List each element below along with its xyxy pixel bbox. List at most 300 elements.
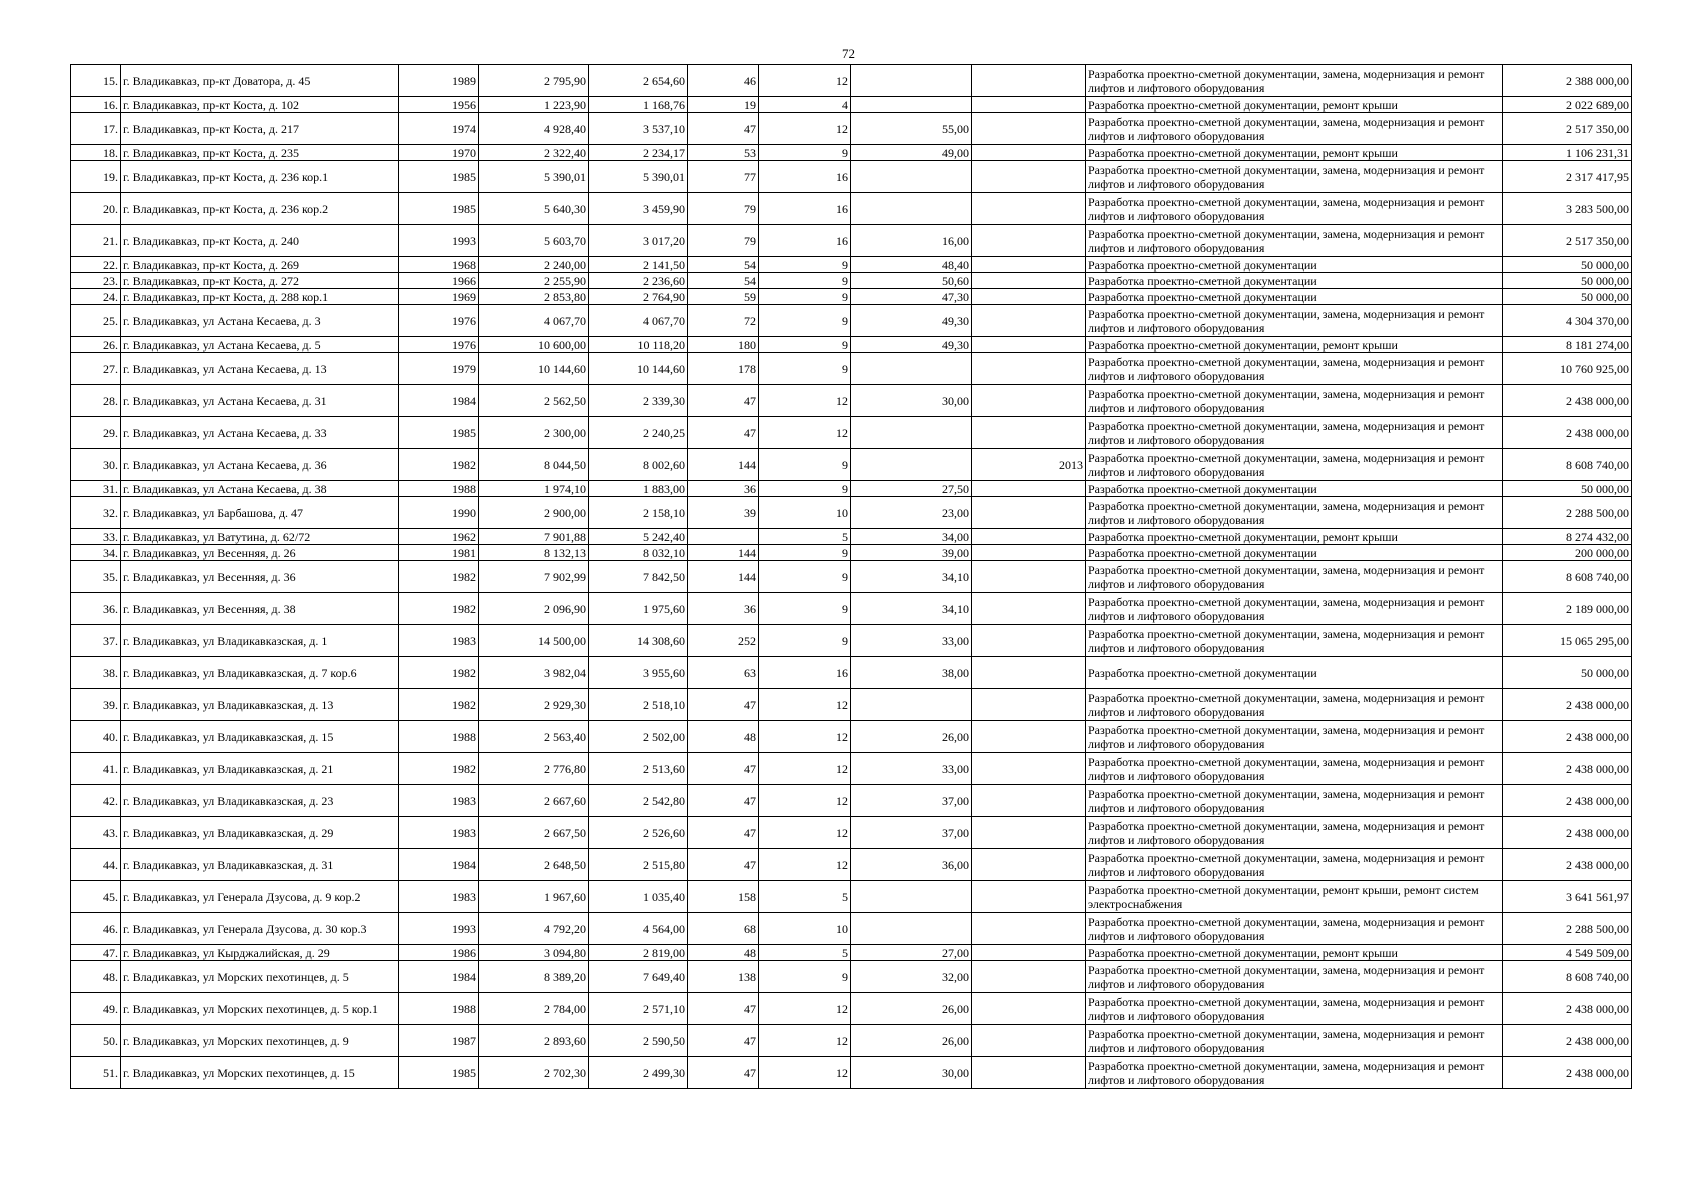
living-area-cell: 2 158,10: [589, 497, 688, 529]
residents-cell: 36: [688, 481, 759, 497]
wear-cell: 26,00: [851, 993, 972, 1025]
floors-cell: 10: [759, 497, 851, 529]
cost-cell: 2 438 000,00: [1503, 1025, 1632, 1057]
floors-cell: 9: [759, 337, 851, 353]
residents-cell: 19: [688, 97, 759, 113]
works-cell: Разработка проектно-сметной документации: [1086, 481, 1503, 497]
table-row: [71, 257, 1632, 273]
living-area-cell: 3 017,20: [589, 225, 688, 257]
total-area-cell: 4 928,40: [479, 113, 589, 145]
total-area-cell: 10 600,00: [479, 337, 589, 353]
address-cell: г. Владикавказ, пр-кт Коста, д. 235: [121, 145, 399, 161]
address-cell: г. Владикавказ, ул Астана Кесаева, д. 36: [121, 449, 399, 481]
wear-cell: [851, 193, 972, 225]
works-cell: Разработка проектно-сметной документации, ремонт крыши: [1086, 529, 1503, 545]
residents-cell: 252: [688, 625, 759, 657]
row-number: 27.: [71, 353, 121, 385]
residents-cell: 77: [688, 161, 759, 193]
wear-cell: [851, 913, 972, 945]
works-cell: Разработка проектно-сметной документации, замена, модернизация и ремонт лифтов и лифтового оборудования: [1086, 225, 1503, 257]
year-cell: [972, 353, 1086, 385]
table-row: [71, 753, 1632, 785]
address-cell: г. Владикавказ, ул Весенняя, д. 26: [121, 545, 399, 561]
cost-cell: 2 438 000,00: [1503, 785, 1632, 817]
wear-cell: 34,10: [851, 561, 972, 593]
year-cell: [972, 945, 1086, 961]
living-area-cell: 2 654,60: [589, 65, 688, 97]
year-built-cell: 1984: [399, 961, 479, 993]
address-cell: г. Владикавказ, ул Астана Кесаева, д. 33: [121, 417, 399, 449]
row-number: 48.: [71, 961, 121, 993]
row-number: 21.: [71, 225, 121, 257]
residents-cell: 47: [688, 417, 759, 449]
cost-cell: 3 283 500,00: [1503, 193, 1632, 225]
works-cell: Разработка проектно-сметной документации, замена, модернизация и ремонт лифтов и лифтового оборудования: [1086, 385, 1503, 417]
wear-cell: 50,60: [851, 273, 972, 289]
floors-cell: 9: [759, 593, 851, 625]
living-area-cell: 2 240,25: [589, 417, 688, 449]
year-cell: [972, 689, 1086, 721]
wear-cell: 26,00: [851, 721, 972, 753]
cost-cell: 4 549 509,00: [1503, 945, 1632, 961]
cost-cell: 2 438 000,00: [1503, 1057, 1632, 1089]
wear-cell: 49,00: [851, 145, 972, 161]
year-built-cell: 1976: [399, 305, 479, 337]
wear-cell: 33,00: [851, 625, 972, 657]
address-cell: г. Владикавказ, ул Владикавказская, д. 7 кор.6: [121, 657, 399, 689]
residents-cell: 47: [688, 1025, 759, 1057]
residents-cell: 158: [688, 881, 759, 913]
works-cell: Разработка проектно-сметной документации, ремонт крыши, ремонт систем электроснабжения: [1086, 881, 1503, 913]
residents-cell: 47: [688, 689, 759, 721]
wear-cell: 33,00: [851, 753, 972, 785]
total-area-cell: 2 562,50: [479, 385, 589, 417]
page-number: 72: [842, 46, 855, 61]
address-cell: г. Владикавказ, пр-кт Доватора, д. 45: [121, 65, 399, 97]
table-row: [71, 689, 1632, 721]
row-number: 51.: [71, 1057, 121, 1089]
year-cell: [972, 1025, 1086, 1057]
floors-cell: 16: [759, 225, 851, 257]
row-number: 50.: [71, 1025, 121, 1057]
total-area-cell: 1 223,90: [479, 97, 589, 113]
year-cell: [972, 113, 1086, 145]
address-cell: г. Владикавказ, ул Владикавказская, д. 29: [121, 817, 399, 849]
cost-cell: 3 641 561,97: [1503, 881, 1632, 913]
year-cell: [972, 1057, 1086, 1089]
works-cell: Разработка проектно-сметной документации, замена, модернизация и ремонт лифтов и лифтового оборудования: [1086, 993, 1503, 1025]
housing-repair-table: [70, 64, 1632, 1089]
total-area-cell: 2 648,50: [479, 849, 589, 881]
wear-cell: [851, 881, 972, 913]
address-cell: г. Владикавказ, ул Астана Кесаева, д. 3: [121, 305, 399, 337]
address-cell: г. Владикавказ, ул Кырджалийская, д. 29: [121, 945, 399, 961]
year-cell: [972, 993, 1086, 1025]
residents-cell: 79: [688, 225, 759, 257]
cost-cell: 2 438 000,00: [1503, 993, 1632, 1025]
year-built-cell: 1984: [399, 385, 479, 417]
floors-cell: 12: [759, 385, 851, 417]
address-cell: г. Владикавказ, ул Барбашова, д. 47: [121, 497, 399, 529]
table-row: [71, 497, 1632, 529]
works-cell: Разработка проектно-сметной документации, замена, модернизация и ремонт лифтов и лифтового оборудования: [1086, 417, 1503, 449]
works-cell: Разработка проектно-сметной документации, замена, модернизация и ремонт лифтов и лифтового оборудования: [1086, 1057, 1503, 1089]
row-number: 41.: [71, 753, 121, 785]
wear-cell: [851, 97, 972, 113]
wear-cell: 37,00: [851, 817, 972, 849]
residents-cell: 39: [688, 497, 759, 529]
works-cell: Разработка проектно-сметной документации, замена, модернизация и ремонт лифтов и лифтового оборудования: [1086, 353, 1503, 385]
floors-cell: 9: [759, 273, 851, 289]
year-built-cell: 1989: [399, 65, 479, 97]
table-row: [71, 817, 1632, 849]
wear-cell: 27,50: [851, 481, 972, 497]
wear-cell: 30,00: [851, 1057, 972, 1089]
year-cell: [972, 625, 1086, 657]
cost-cell: 8 608 740,00: [1503, 961, 1632, 993]
row-number: 16.: [71, 97, 121, 113]
year-built-cell: 1979: [399, 353, 479, 385]
row-number: 28.: [71, 385, 121, 417]
year-built-cell: 1985: [399, 193, 479, 225]
year-cell: [972, 97, 1086, 113]
table-row: [71, 353, 1632, 385]
table-row: [71, 849, 1632, 881]
floors-cell: 9: [759, 961, 851, 993]
row-number: 36.: [71, 593, 121, 625]
total-area-cell: 8 132,13: [479, 545, 589, 561]
floors-cell: 12: [759, 65, 851, 97]
works-cell: Разработка проектно-сметной документации, замена, модернизация и ремонт лифтов и лифтового оборудования: [1086, 193, 1503, 225]
table-row: [71, 657, 1632, 689]
year-cell: [972, 849, 1086, 881]
floors-cell: 16: [759, 161, 851, 193]
living-area-cell: 2 339,30: [589, 385, 688, 417]
row-number: 35.: [71, 561, 121, 593]
residents-cell: 63: [688, 657, 759, 689]
wear-cell: 30,00: [851, 385, 972, 417]
row-number: 34.: [71, 545, 121, 561]
year-built-cell: 1983: [399, 881, 479, 913]
table-row: [71, 385, 1632, 417]
living-area-cell: 2 542,80: [589, 785, 688, 817]
floors-cell: 12: [759, 849, 851, 881]
address-cell: г. Владикавказ, ул Астана Кесаева, д. 13: [121, 353, 399, 385]
works-cell: Разработка проектно-сметной документации, замена, модернизация и ремонт лифтов и лифтового оборудования: [1086, 305, 1503, 337]
year-built-cell: 1962: [399, 529, 479, 545]
year-built-cell: 1988: [399, 993, 479, 1025]
cost-cell: 2 438 000,00: [1503, 721, 1632, 753]
cost-cell: 2 438 000,00: [1503, 689, 1632, 721]
total-area-cell: 7 901,88: [479, 529, 589, 545]
works-cell: Разработка проектно-сметной документации: [1086, 273, 1503, 289]
year-built-cell: 1982: [399, 593, 479, 625]
living-area-cell: 2 502,00: [589, 721, 688, 753]
table-row: [71, 193, 1632, 225]
year-cell: [972, 561, 1086, 593]
residents-cell: 144: [688, 545, 759, 561]
cost-cell: 4 304 370,00: [1503, 305, 1632, 337]
floors-cell: 9: [759, 481, 851, 497]
floors-cell: 9: [759, 545, 851, 561]
living-area-cell: 2 590,50: [589, 1025, 688, 1057]
year-built-cell: 1982: [399, 561, 479, 593]
floors-cell: 5: [759, 945, 851, 961]
wear-cell: 23,00: [851, 497, 972, 529]
table-row: [71, 961, 1632, 993]
wear-cell: 26,00: [851, 1025, 972, 1057]
works-cell: Разработка проектно-сметной документации, замена, модернизация и ремонт лифтов и лифтового оборудования: [1086, 913, 1503, 945]
wear-cell: [851, 449, 972, 481]
year-cell: [972, 961, 1086, 993]
row-number: 19.: [71, 161, 121, 193]
residents-cell: 178: [688, 353, 759, 385]
address-cell: г. Владикавказ, ул Морских пехотинцев, д. 5 кор.1: [121, 993, 399, 1025]
living-area-cell: 8 032,10: [589, 545, 688, 561]
total-area-cell: 2 255,90: [479, 273, 589, 289]
wear-cell: 38,00: [851, 657, 972, 689]
cost-cell: 2 288 500,00: [1503, 913, 1632, 945]
year-built-cell: 1983: [399, 625, 479, 657]
row-number: 45.: [71, 881, 121, 913]
residents-cell: 47: [688, 1057, 759, 1089]
address-cell: г. Владикавказ, ул Ватутина, д. 62/72: [121, 529, 399, 545]
address-cell: г. Владикавказ, пр-кт Коста, д. 272: [121, 273, 399, 289]
floors-cell: 9: [759, 145, 851, 161]
address-cell: г. Владикавказ, пр-кт Коста, д. 217: [121, 113, 399, 145]
row-number: 46.: [71, 913, 121, 945]
table-row: [71, 417, 1632, 449]
year-cell: [972, 881, 1086, 913]
total-area-cell: 2 853,80: [479, 289, 589, 305]
address-cell: г. Владикавказ, пр-кт Коста, д. 102: [121, 97, 399, 113]
wear-cell: [851, 689, 972, 721]
cost-cell: 8 181 274,00: [1503, 337, 1632, 353]
address-cell: г. Владикавказ, ул Владикавказская, д. 13: [121, 689, 399, 721]
table-row: [71, 1057, 1632, 1089]
year-built-cell: 1966: [399, 273, 479, 289]
floors-cell: 9: [759, 561, 851, 593]
wear-cell: 36,00: [851, 849, 972, 881]
cost-cell: 8 608 740,00: [1503, 561, 1632, 593]
living-area-cell: 2 764,90: [589, 289, 688, 305]
year-cell: [972, 289, 1086, 305]
cost-cell: 2 438 000,00: [1503, 817, 1632, 849]
total-area-cell: 2 563,40: [479, 721, 589, 753]
table-row: [71, 449, 1632, 481]
year-built-cell: 1976: [399, 337, 479, 353]
total-area-cell: 3 094,80: [479, 945, 589, 961]
floors-cell: 12: [759, 1025, 851, 1057]
cost-cell: 2 388 000,00: [1503, 65, 1632, 97]
cost-cell: 50 000,00: [1503, 273, 1632, 289]
year-cell: [972, 545, 1086, 561]
year-cell: [972, 161, 1086, 193]
address-cell: г. Владикавказ, ул Владикавказская, д. 31: [121, 849, 399, 881]
total-area-cell: 5 603,70: [479, 225, 589, 257]
row-number: 25.: [71, 305, 121, 337]
living-area-cell: 1 975,60: [589, 593, 688, 625]
works-cell: Разработка проектно-сметной документации, замена, модернизация и ремонт лифтов и лифтового оборудования: [1086, 65, 1503, 97]
total-area-cell: 2 929,30: [479, 689, 589, 721]
row-number: 22.: [71, 257, 121, 273]
year-built-cell: 1985: [399, 417, 479, 449]
total-area-cell: 2 322,40: [479, 145, 589, 161]
year-built-cell: 1970: [399, 145, 479, 161]
total-area-cell: 2 667,60: [479, 785, 589, 817]
row-number: 43.: [71, 817, 121, 849]
residents-cell: 144: [688, 561, 759, 593]
wear-cell: 49,30: [851, 337, 972, 353]
year-built-cell: 1990: [399, 497, 479, 529]
row-number: 32.: [71, 497, 121, 529]
living-area-cell: 1 168,76: [589, 97, 688, 113]
residents-cell: 79: [688, 193, 759, 225]
living-area-cell: 2 515,80: [589, 849, 688, 881]
living-area-cell: 8 002,60: [589, 449, 688, 481]
row-number: 42.: [71, 785, 121, 817]
year-cell: [972, 193, 1086, 225]
residents-cell: 59: [688, 289, 759, 305]
wear-cell: 34,10: [851, 593, 972, 625]
wear-cell: [851, 161, 972, 193]
year-built-cell: 1982: [399, 689, 479, 721]
row-number: 17.: [71, 113, 121, 145]
works-cell: Разработка проектно-сметной документации, замена, модернизация и ремонт лифтов и лифтового оборудования: [1086, 961, 1503, 993]
residents-cell: 48: [688, 721, 759, 753]
floors-cell: 5: [759, 529, 851, 545]
floors-cell: 9: [759, 257, 851, 273]
row-number: 49.: [71, 993, 121, 1025]
address-cell: г. Владикавказ, ул Владикавказская, д. 21: [121, 753, 399, 785]
works-cell: Разработка проектно-сметной документации, замена, модернизация и ремонт лифтов и лифтового оборудования: [1086, 497, 1503, 529]
works-cell: Разработка проектно-сметной документации: [1086, 545, 1503, 561]
cost-cell: 8 274 432,00: [1503, 529, 1632, 545]
works-cell: Разработка проектно-сметной документации, замена, модернизация и ремонт лифтов и лифтового оборудования: [1086, 1025, 1503, 1057]
works-cell: Разработка проектно-сметной документации, замена, модернизация и ремонт лифтов и лифтового оборудования: [1086, 721, 1503, 753]
works-cell: Разработка проектно-сметной документации, замена, модернизация и ремонт лифтов и лифтового оборудования: [1086, 561, 1503, 593]
year-cell: [972, 497, 1086, 529]
table-row: [71, 529, 1632, 545]
living-area-cell: 2 518,10: [589, 689, 688, 721]
year-cell: [972, 273, 1086, 289]
residents-cell: 47: [688, 785, 759, 817]
residents-cell: 72: [688, 305, 759, 337]
wear-cell: [851, 65, 972, 97]
address-cell: г. Владикавказ, ул Весенняя, д. 36: [121, 561, 399, 593]
works-cell: Разработка проектно-сметной документации, замена, модернизация и ремонт лифтов и лифтового оборудования: [1086, 849, 1503, 881]
year-cell: [972, 593, 1086, 625]
total-area-cell: 2 893,60: [479, 1025, 589, 1057]
wear-cell: 34,00: [851, 529, 972, 545]
year-cell: [972, 385, 1086, 417]
floors-cell: 16: [759, 193, 851, 225]
table-row: [71, 593, 1632, 625]
year-cell: [972, 257, 1086, 273]
cost-cell: 2 438 000,00: [1503, 385, 1632, 417]
row-number: 39.: [71, 689, 121, 721]
wear-cell: [851, 353, 972, 385]
cost-cell: 2 517 350,00: [1503, 113, 1632, 145]
year-built-cell: 1985: [399, 1057, 479, 1089]
wear-cell: 48,40: [851, 257, 972, 273]
living-area-cell: 10 144,60: [589, 353, 688, 385]
works-cell: Разработка проектно-сметной документации, замена, модернизация и ремонт лифтов и лифтового оборудования: [1086, 593, 1503, 625]
table-row: [71, 305, 1632, 337]
living-area-cell: 2 819,00: [589, 945, 688, 961]
living-area-cell: 3 955,60: [589, 657, 688, 689]
cost-cell: 200 000,00: [1503, 545, 1632, 561]
total-area-cell: 10 144,60: [479, 353, 589, 385]
address-cell: г. Владикавказ, ул Морских пехотинцев, д. 5: [121, 961, 399, 993]
year-built-cell: 1987: [399, 1025, 479, 1057]
residents-cell: 180: [688, 337, 759, 353]
year-cell: 2013: [972, 449, 1086, 481]
table-row: [71, 545, 1632, 561]
year-built-cell: 1984: [399, 849, 479, 881]
residents-cell: 48: [688, 945, 759, 961]
year-built-cell: 1983: [399, 785, 479, 817]
works-cell: Разработка проектно-сметной документации, замена, модернизация и ремонт лифтов и лифтового оборудования: [1086, 625, 1503, 657]
address-cell: г. Владикавказ, ул Весенняя, д. 38: [121, 593, 399, 625]
floors-cell: 9: [759, 449, 851, 481]
address-cell: г. Владикавказ, пр-кт Коста, д. 236 кор.1: [121, 161, 399, 193]
floors-cell: 9: [759, 289, 851, 305]
total-area-cell: 2 900,00: [479, 497, 589, 529]
year-cell: [972, 657, 1086, 689]
table-row: [71, 161, 1632, 193]
living-area-cell: 7 649,40: [589, 961, 688, 993]
floors-cell: 12: [759, 113, 851, 145]
row-number: 15.: [71, 65, 121, 97]
residents-cell: 47: [688, 113, 759, 145]
total-area-cell: 2 096,90: [479, 593, 589, 625]
row-number: 47.: [71, 945, 121, 961]
cost-cell: 8 608 740,00: [1503, 449, 1632, 481]
row-number: 30.: [71, 449, 121, 481]
works-cell: Разработка проектно-сметной документации: [1086, 289, 1503, 305]
living-area-cell: 7 842,50: [589, 561, 688, 593]
year-built-cell: 1982: [399, 449, 479, 481]
living-area-cell: 2 141,50: [589, 257, 688, 273]
address-cell: г. Владикавказ, пр-кт Коста, д. 240: [121, 225, 399, 257]
address-cell: г. Владикавказ, ул Морских пехотинцев, д. 9: [121, 1025, 399, 1057]
living-area-cell: 2 513,60: [589, 753, 688, 785]
row-number: 38.: [71, 657, 121, 689]
year-cell: [972, 65, 1086, 97]
works-cell: Разработка проектно-сметной документации, замена, модернизация и ремонт лифтов и лифтового оборудования: [1086, 689, 1503, 721]
address-cell: г. Владикавказ, пр-кт Коста, д. 288 кор.1: [121, 289, 399, 305]
year-built-cell: 1983: [399, 817, 479, 849]
living-area-cell: 2 526,60: [589, 817, 688, 849]
year-cell: [972, 145, 1086, 161]
year-built-cell: 1988: [399, 481, 479, 497]
address-cell: г. Владикавказ, ул Владикавказская, д. 23: [121, 785, 399, 817]
works-cell: Разработка проектно-сметной документации, замена, модернизация и ремонт лифтов и лифтового оборудования: [1086, 753, 1503, 785]
year-cell: [972, 785, 1086, 817]
floors-cell: 9: [759, 625, 851, 657]
living-area-cell: 5 390,01: [589, 161, 688, 193]
address-cell: г. Владикавказ, ул Астана Кесаева, д. 31: [121, 385, 399, 417]
living-area-cell: 2 499,30: [589, 1057, 688, 1089]
works-cell: Разработка проектно-сметной документации: [1086, 657, 1503, 689]
year-built-cell: 1993: [399, 225, 479, 257]
floors-cell: 12: [759, 993, 851, 1025]
wear-cell: 37,00: [851, 785, 972, 817]
wear-cell: 47,30: [851, 289, 972, 305]
total-area-cell: 8 389,20: [479, 961, 589, 993]
year-built-cell: 1969: [399, 289, 479, 305]
